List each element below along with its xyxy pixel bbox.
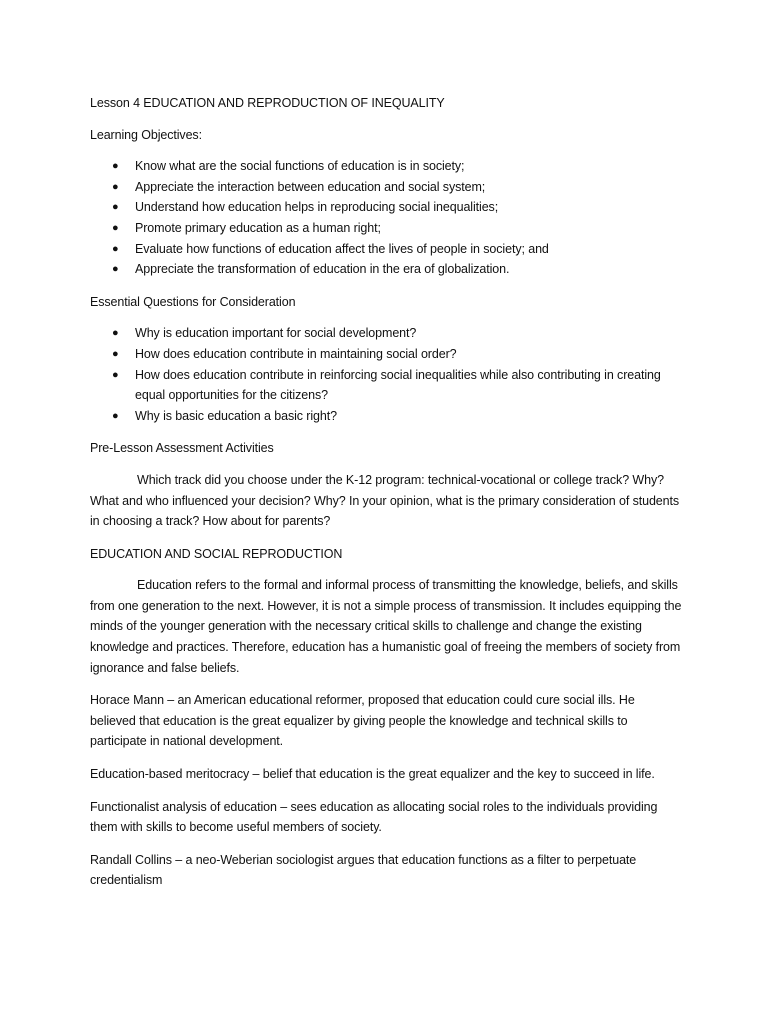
horace-mann-paragraph: Horace Mann – an American educational reformer, proposed that education could cure social ills. He believed that education is the great equalizer by giving people the knowledge and technical skills to participate in national development. bbox=[90, 693, 635, 749]
bullet-icon: ● bbox=[112, 180, 119, 193]
bullet-icon: ● bbox=[112, 409, 119, 422]
social-reproduction-intro: Education refers to the formal and informal process of transmitting the knowledge, beliefs, and skills from one generation to the next. However, it is not a simple process of transmission. It includes equipping the minds of the younger generation with the necessary critical skills to challenge and change the existing knowledge and practices. Therefore, education has a humanistic goal of freeing the members of society from ignorance and false beliefs. bbox=[90, 578, 682, 675]
bullet-icon: ● bbox=[112, 242, 119, 255]
functionalist-paragraph: Functionalist analysis of education – sees education as allocating social roles to the individuals providing them with skills to become useful members of society. bbox=[90, 799, 658, 835]
bullet-icon: ● bbox=[112, 368, 119, 381]
pre-lesson-text: Which track did you choose under the K-12 program: technical-vocational or college track? Why? What and who influenced your decision? Why? In your opinion, what is the primary consideration of students in choosing a track? How about for parents? bbox=[90, 472, 680, 529]
bullet-icon: ● bbox=[112, 201, 119, 214]
pre-lesson-heading: Pre-Lesson Assessment Activities bbox=[90, 441, 274, 456]
list-item: ● Appreciate the interaction between education and social system; bbox=[90, 177, 682, 198]
bullet-icon: ● bbox=[112, 263, 119, 276]
randall-collins-paragraph: Randall Collins – a neo-Weberian sociologist argues that education functions as a filter to perpetuate credentialism bbox=[90, 852, 637, 888]
list-item: ● How does education contribute in maintaining social order? bbox=[90, 344, 682, 365]
bullet-icon: ● bbox=[112, 160, 119, 173]
questions-list bbox=[90, 323, 682, 426]
list-item: ● Appreciate the transformation of education in the era of globalization. bbox=[90, 259, 682, 280]
objectives-list bbox=[90, 156, 682, 280]
document-page bbox=[90, 93, 682, 891]
questions-heading: Essential Questions for Consideration bbox=[90, 294, 296, 309]
list-item: ● Understand how education helps in reproducing social inequalities; bbox=[90, 197, 682, 218]
objectives-heading: Learning Objectives: bbox=[90, 127, 202, 142]
list-item: ● Why is education important for social development? bbox=[90, 323, 682, 344]
social-reproduction-heading: EDUCATION AND SOCIAL REPRODUCTION bbox=[90, 546, 343, 561]
list-item: ● How does education contribute in reinforcing social inequalities while also contributing in creating equal opportunities for the citizens? bbox=[90, 365, 682, 406]
list-item: ● Evaluate how functions of education affect the lives of people in society; and bbox=[90, 239, 682, 260]
bullet-icon: ● bbox=[112, 327, 119, 340]
bullet-icon: ● bbox=[112, 347, 119, 360]
lesson-title: Lesson 4 EDUCATION AND REPRODUCTION OF INEQUALITY bbox=[90, 96, 445, 110]
bullet-icon: ● bbox=[112, 221, 119, 234]
meritocracy-paragraph: Education-based meritocracy – belief that education is the great equalizer and the key to succeed in life. bbox=[90, 767, 655, 782]
list-item: ● Know what are the social functions of education is in society; bbox=[90, 156, 682, 177]
list-item: ● Why is basic education a basic right? bbox=[90, 406, 682, 427]
list-item: ● Promote primary education as a human right; bbox=[90, 218, 682, 239]
